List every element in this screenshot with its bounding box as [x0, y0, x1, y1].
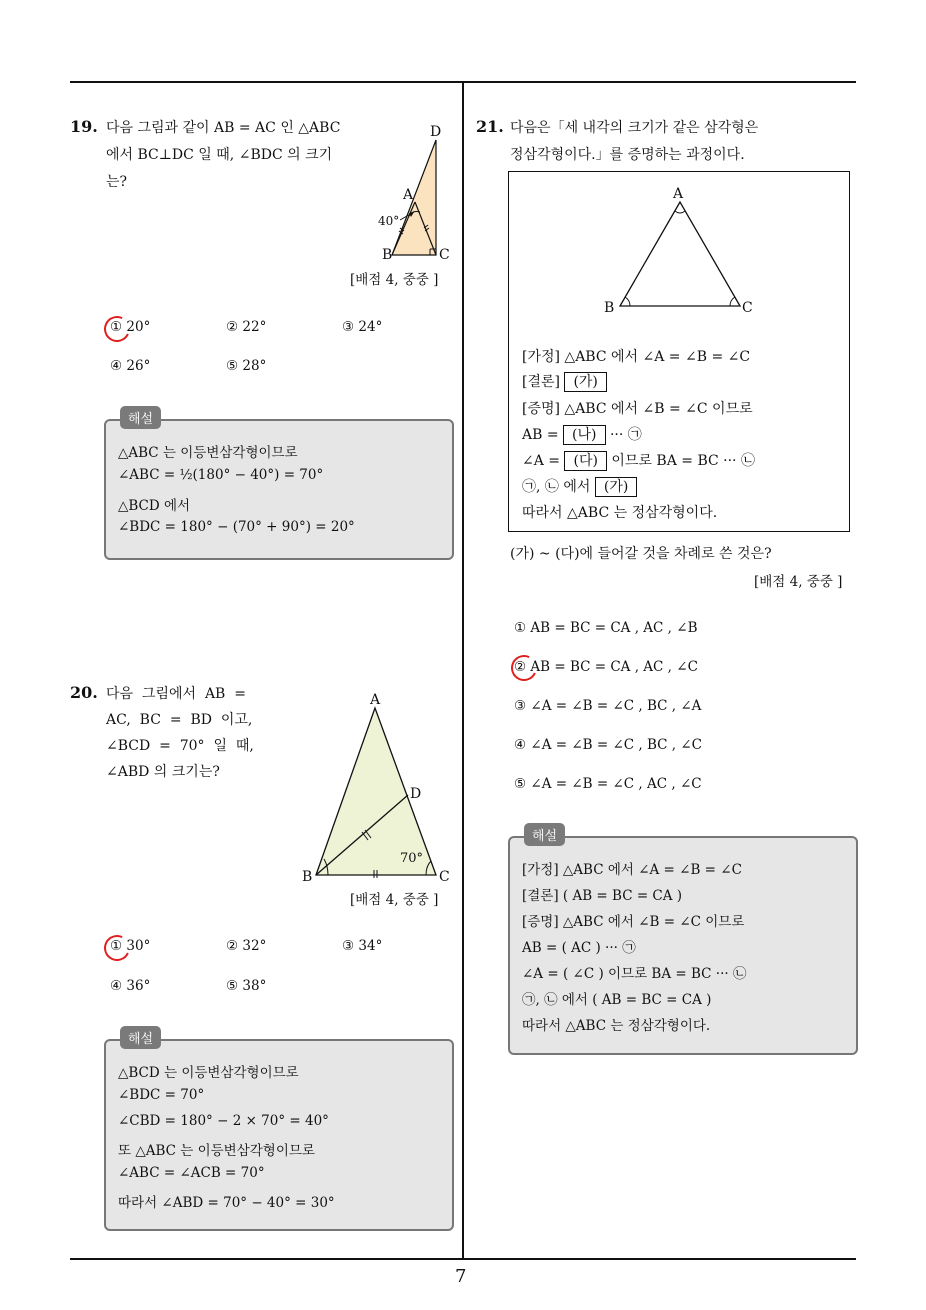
- q21-proof-combine: [522, 476, 637, 497]
- q21-number: 21.: [476, 117, 504, 136]
- q19-solution-tag: 해설: [120, 406, 161, 429]
- q20-line2: AC, BC = BD 이고,: [106, 712, 253, 728]
- q20-solution-tag: 해설: [120, 1026, 161, 1049]
- column-divider: [462, 82, 464, 1259]
- q19-number: 19.: [70, 117, 98, 136]
- q21-combine-prefix: ㉠, ㉡ 에서: [522, 479, 591, 495]
- q21-label-b: B: [604, 300, 615, 316]
- q20-choice-2[interactable]: ② 32°: [226, 938, 267, 954]
- q19-choice-1[interactable]: ① 20°: [110, 319, 151, 335]
- q21-choice-5[interactable]: ⑤ ∠A = ∠B = ∠C , AC , ∠C: [514, 776, 702, 792]
- q21-proof-final: 따라서 △ABC 는 정삼각형이다.: [522, 505, 718, 521]
- q21-proof-ab: [522, 424, 642, 445]
- q21-solution-line1: [가정] △ABC 에서 ∠A = ∠B = ∠C: [522, 862, 742, 878]
- q19-choice-3[interactable]: ③ 24°: [342, 319, 383, 335]
- q20-solution-line3: ∠CBD = 180° − 2 × 70° = 40°: [118, 1113, 329, 1129]
- q19-line3: 는?: [106, 174, 128, 190]
- q21-question: (가) ~ (다)에 들어갈 것을 차례로 쓴 것은?: [510, 546, 772, 562]
- q21-line2: 정삼각형이다.」를 증명하는 과정이다.: [510, 147, 745, 163]
- q19-solution-line4: ∠BDC = 180° − (70° + 90°) = 20°: [118, 519, 355, 535]
- q21-label-a: A: [673, 186, 684, 202]
- q21-solution-line4: AB = ( AC ) ··· ㉠: [522, 940, 636, 956]
- q21-solution-line7: 따라서 △ABC 는 정삼각형이다.: [522, 1018, 711, 1034]
- q19-solution-line1: △ABC 는 이등변삼각형이므로: [118, 445, 298, 461]
- q21-solution-tag: 해설: [524, 823, 565, 846]
- q21-choice-3[interactable]: ③ ∠A = ∠B = ∠C , BC , ∠A: [514, 698, 702, 714]
- q21-blank-na: (나): [563, 425, 605, 445]
- q19-label-a: A: [403, 187, 414, 203]
- q19-label-b: B: [382, 247, 393, 263]
- q21-proof-prove: [증명] △ABC 에서 ∠B = ∠C 이므로: [522, 401, 753, 417]
- q21-blank-ga-2: (가): [595, 477, 637, 497]
- q20-choice-4[interactable]: ④ 36°: [110, 978, 151, 994]
- q19-score: [배점 4, 중중 ]: [350, 272, 439, 288]
- q21-label-c: C: [742, 300, 753, 316]
- q20-label-a: A: [370, 692, 381, 708]
- q20-figure: [300, 690, 450, 890]
- q19-choice-5[interactable]: ⑤ 28°: [226, 358, 267, 374]
- q21-triangle-abc: [620, 202, 740, 306]
- q19-solution-line3: △BCD 에서: [118, 498, 191, 514]
- q20-line1: 다음 그림에서 AB =: [106, 686, 246, 702]
- q21-ab-suffix: ··· ㉠: [609, 427, 642, 443]
- q21-blank-da: (다): [564, 451, 606, 471]
- q21-line1: 다음은「세 내각의 크기가 같은 삼각형은: [510, 120, 759, 136]
- q21-choice-1[interactable]: ① AB = BC = CA , AC , ∠B: [514, 620, 698, 636]
- q21-blank-ga: (가): [564, 372, 606, 392]
- q20-solution-line6: 따라서 ∠ABD = 70° − 40° = 30°: [118, 1195, 335, 1211]
- q20-label-angle: 70°: [400, 851, 424, 866]
- q19-label-angle: 40°: [378, 214, 400, 228]
- q21-solution-line6: ㉠, ㉡ 에서 ( AB = BC = CA ): [522, 992, 712, 1008]
- q19-label-d: D: [430, 124, 442, 140]
- q20-solution-line5: ∠ABC = ∠ACB = 70°: [118, 1165, 265, 1181]
- q20-solution-line4: 또 △ABC 는 이등변삼각형이므로: [118, 1143, 315, 1159]
- q19-line2: 에서 BC⊥DC 일 때, ∠BDC 의 크기: [106, 147, 333, 163]
- q20-label-d: D: [410, 786, 422, 802]
- q19-solution-line2: ∠ABC = ½(180° − 40°) = 70°: [118, 467, 324, 483]
- q20-label-c: C: [439, 869, 450, 885]
- q20-choice-5[interactable]: ⑤ 38°: [226, 978, 267, 994]
- q19-choice-4[interactable]: ④ 26°: [110, 358, 151, 374]
- q21-solution-line3: [증명] △ABC 에서 ∠B = ∠C 이므로: [522, 914, 745, 930]
- q21-solution-line5: ∠A = ( ∠C ) 이므로 BA = BC ··· ㉡: [522, 966, 747, 982]
- q20-number: 20.: [70, 683, 98, 702]
- q20-line4: ∠ABD 의 크기는?: [106, 764, 220, 780]
- q20-line3: ∠BCD = 70° 일 때,: [106, 738, 254, 754]
- q21-proof-conclude: [522, 371, 607, 392]
- q21-score: [배점 4, 중중 ]: [754, 574, 843, 590]
- q20-choice-3[interactable]: ③ 34°: [342, 938, 383, 954]
- q20-choice-1[interactable]: ① 30°: [110, 938, 151, 954]
- q20-solution-line1: △BCD 는 이등변삼각형이므로: [118, 1065, 299, 1081]
- q21-choice-4[interactable]: ④ ∠A = ∠B = ∠C , BC , ∠C: [514, 737, 703, 753]
- q20-solution-line2: ∠BDC = 70°: [118, 1087, 205, 1103]
- q20-score: [배점 4, 중중 ]: [350, 892, 439, 908]
- q21-choice-2[interactable]: ② AB = BC = CA , AC , ∠C: [514, 659, 698, 675]
- q21-a-prefix: ∠A =: [522, 453, 561, 469]
- page-number: 7: [455, 1266, 467, 1287]
- q21-solution-line2: [결론] ( AB = BC = CA ): [522, 888, 683, 904]
- q21-conclude-label: [결론]: [522, 374, 560, 390]
- q19-choice-2[interactable]: ② 22°: [226, 319, 267, 335]
- q21-figure: [600, 190, 760, 315]
- q21-proof-assume: [가정] △ABC 에서 ∠A = ∠B = ∠C: [522, 349, 751, 365]
- q19-line1: 다음 그림과 같이 AB = AC 인 △ABC: [106, 120, 341, 136]
- q21-ab-prefix: AB =: [522, 427, 559, 443]
- q21-a-suffix: 이므로 BA = BC ··· ㉡: [611, 453, 755, 469]
- q21-proof-a: [522, 450, 755, 471]
- q20-label-b: B: [302, 869, 313, 885]
- q19-label-c: C: [439, 247, 450, 263]
- bottom-rule: [70, 1258, 856, 1260]
